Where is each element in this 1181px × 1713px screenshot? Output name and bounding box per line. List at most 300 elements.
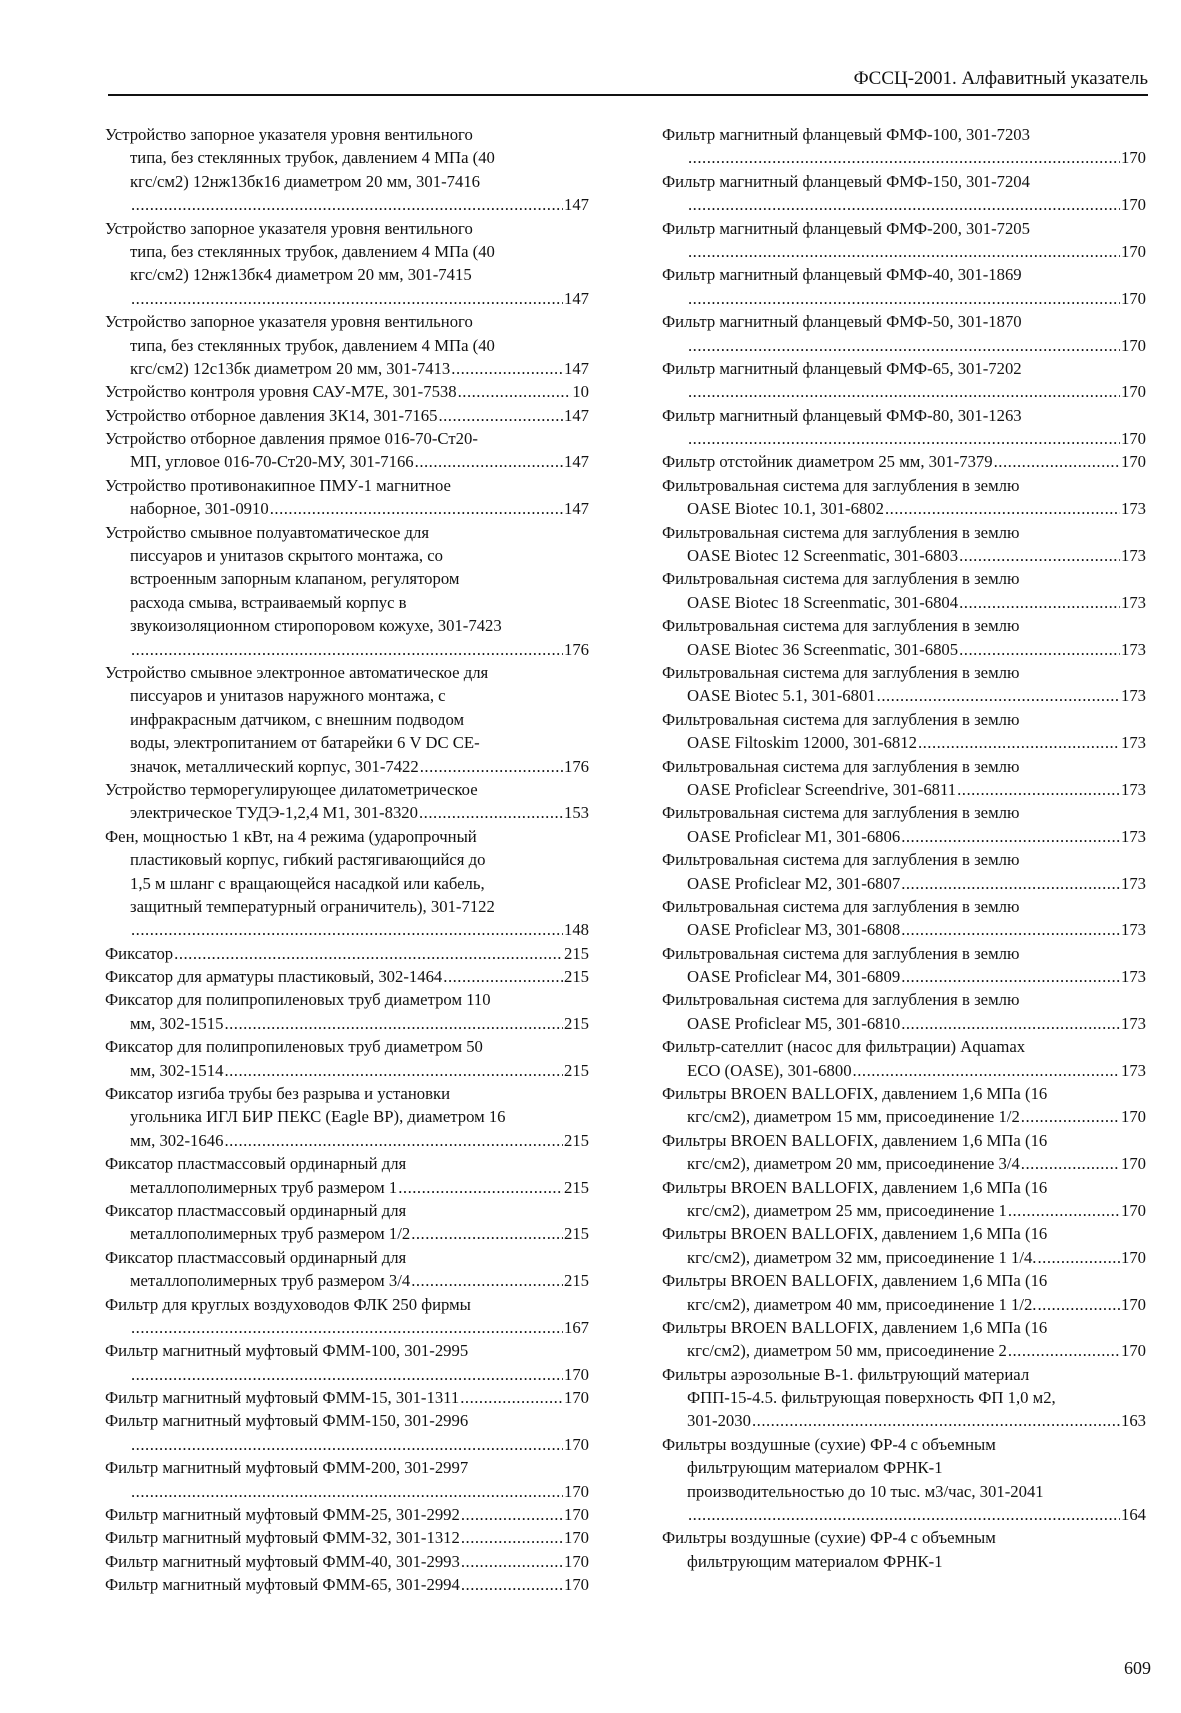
entry-text: Фильтр магнитный муфтовый ФММ-100, 301-2995 [105,1341,469,1361]
index-entry [662,404,1146,451]
index-entry-line [105,146,589,169]
entry-page-number: 153 [563,803,589,823]
index-entry-line [662,521,1146,544]
index-entry-line [105,1035,589,1058]
index-entry [662,895,1146,942]
index-entry-line [662,1293,1146,1316]
index-entry [105,404,589,427]
entry-text: Фильтровальная система для заглубления в землю [662,569,1020,589]
index-entry-line [662,1503,1146,1526]
index-entry-line [662,1246,1146,1269]
entry-text: Фильтровальная система для заглубления в землю [662,990,1020,1010]
dot-leader [1008,1339,1120,1362]
index-entry [662,661,1146,708]
index-entry [662,474,1146,521]
entry-page-number: 148 [563,920,589,940]
index-entry [662,1176,1146,1223]
dot-leader [994,450,1120,473]
index-entry-line [105,1246,589,1269]
index-entry-line [662,1176,1146,1199]
index-entry [662,1129,1146,1176]
entry-text: воды, электропитанием от батарейки 6 V DC CE- [130,733,480,753]
index-entry-line [105,217,589,240]
index-entry [105,965,589,988]
index-entry-line [105,1012,589,1035]
index-entry-line [662,287,1146,310]
entry-page-number: 215 [563,1224,589,1244]
index-entry-line [662,614,1146,637]
entry-text: кгс/см2), диаметром 32 мм, присоединение 1 1/4. [687,1247,1037,1267]
index-entry [105,1082,589,1152]
entry-text: кгс/см2) 12нж13бк4 диаметром 20 мм, 301-7415 [130,265,472,285]
index-entry-line [662,731,1146,754]
entry-page-number: 173 [1120,967,1146,987]
entry-text: Устройство запорное указателя уровня вентильного [105,218,473,238]
entry-page-number: 170 [1120,1341,1146,1361]
index-entry-line [105,1433,589,1456]
index-entry-line [662,895,1146,918]
dot-leader [688,287,1120,310]
index-entry [662,310,1146,357]
entry-text: Фиксатор для полипропиленовых труб диаметром 50 [105,1037,483,1057]
index-entry-line [105,404,589,427]
index-entry-line [662,778,1146,801]
entry-text: OASE Proficlear M3, 301-6808 [687,920,901,940]
dot-leader [415,450,563,473]
dot-leader [131,1316,563,1339]
entry-page-number: 173 [1120,779,1146,799]
entry-text: значок, металлический корпус, 301-7422 [130,756,419,776]
index-entry [105,1199,589,1246]
index-entry-line [105,1550,589,1573]
entry-page-number: 170 [1120,1200,1146,1220]
index-entry [105,942,589,965]
index-entry [105,123,589,217]
index-entry-line [105,497,589,520]
index-column-right [662,123,1146,1573]
entry-text: OASE Proficlear M4, 301-6809 [687,967,901,987]
entry-text: Фильтр-сателлит (насос для фильтрации) Aquamax [662,1037,1026,1057]
dot-leader [688,193,1120,216]
entry-page-number: 170 [1120,288,1146,308]
index-entry-line [662,1480,1146,1503]
dot-leader [959,544,1120,567]
dot-leader [885,497,1120,520]
index-entry-line [662,567,1146,590]
entry-page-number: 173 [1120,733,1146,753]
entry-text: Фильтр магнитный муфтовый ФММ-65, 301-2994 [105,1575,460,1595]
index-entry-line [662,1363,1146,1386]
index-entry-line [105,1176,589,1199]
dot-leader [131,1363,563,1386]
entry-text: Фен, мощностью 1 кВт, на 4 режима (ударопрочный [105,826,477,846]
dot-leader [411,1269,563,1292]
entry-text: кгс/см2), диаметром 20 мм, присоединение 3/4 [687,1154,1020,1174]
dot-leader [901,918,1120,941]
entry-text: звукоизоляционном стиропоровом кожухе, 301-7423 [130,616,502,636]
entry-page-number: 170 [1120,241,1146,261]
index-entry-line [662,1269,1146,1292]
index-entry-line [105,193,589,216]
index-entry [662,942,1146,989]
index-entry [662,263,1146,310]
entry-page-number: 10 [572,382,589,402]
index-entry [105,1409,589,1456]
index-entry-line [105,1129,589,1152]
dot-leader [901,1012,1120,1035]
index-entry-line [105,848,589,871]
entry-text: OASE Filtoskim 12000, 301-6812 [687,733,917,753]
index-entry-line [105,638,589,661]
index-entry [105,1035,589,1082]
entry-text: писсуаров и унитазов наружного монтажа, с [130,686,446,706]
index-entry [105,661,589,778]
entry-text: 301-2030 [687,1411,751,1431]
entry-text: типа, без стеклянных трубок, давлением 4 МПа (40 [130,335,495,355]
entry-text: Фильтровальная система для заглубления в землю [662,522,1020,542]
index-entry-line [105,708,589,731]
entry-page-number: 170 [563,1481,589,1501]
page-number: 609 [1124,1658,1151,1678]
entry-page-number: 147 [563,195,589,215]
index-entry [662,1222,1146,1269]
index-entry [662,450,1146,473]
entry-text: Фильтровальная система для заглубления в землю [662,896,1020,916]
entry-text: Фильтр магнитный муфтовый ФММ-25, 301-2992 [105,1505,460,1525]
index-entry-line [105,1269,589,1292]
index-entry-line [662,170,1146,193]
index-entry-line [105,731,589,754]
dot-leader [461,1526,563,1549]
dot-leader [224,1059,563,1082]
dot-leader [411,1222,563,1245]
entry-page-number: 173 [1120,1013,1146,1033]
entry-page-number: 170 [563,1528,589,1548]
index-entry-line [662,1105,1146,1128]
entry-text: металлополимерных труб размером 3/4 [130,1271,411,1291]
index-entry [662,988,1146,1035]
index-entry-line [105,544,589,567]
entry-page-number: 170 [563,1434,589,1454]
index-entry [105,1456,589,1503]
index-entry-line [105,263,589,286]
entry-page-number: 170 [1120,382,1146,402]
entry-text: Фильтр магнитный муфтовый ФММ-40, 301-2993 [105,1551,460,1571]
index-entry [662,755,1146,802]
entry-text: Устройство терморегулирующее дилатометрическое [105,779,478,799]
index-entry-line [662,404,1146,427]
dot-leader [918,731,1120,754]
index-entry-line [105,1082,589,1105]
entry-text: Фильтровальная система для заглубления в землю [662,943,1020,963]
index-entry-line [105,357,589,380]
entry-text: электрическое ТУДЭ-1,2,4 М1, 301-8320 [130,803,418,823]
dot-leader [901,825,1120,848]
entry-page-number: 215 [563,943,589,963]
dot-leader [131,193,563,216]
entry-page-number: 173 [1120,592,1146,612]
dot-leader [957,778,1120,801]
index-entry-line [662,450,1146,473]
entry-text: Устройство запорное указателя уровня вентильного [105,125,473,144]
entry-page-number: 215 [563,967,589,987]
index-entry [662,521,1146,568]
dot-leader [451,357,563,380]
entry-page-number: 167 [563,1317,589,1337]
entry-page-number: 147 [563,499,589,519]
running-header [108,66,1148,96]
entry-text: Фиксатор изгиба трубы без разрыва и установки [105,1084,451,1104]
index-column-left [105,123,589,1597]
index-entry-line [662,217,1146,240]
dot-leader [131,918,563,941]
index-entry [662,801,1146,848]
entry-text: Фильтровальная система для заглубления в землю [662,850,1020,870]
index-entry [662,567,1146,614]
entry-text: Фиксатор пластмассовый ординарный для [105,1154,407,1174]
entry-text: Фильтр магнитный фланцевый ФМФ-80, 301-1263 [662,405,1022,425]
index-entry-line [662,263,1146,286]
entry-page-number: 170 [563,1575,589,1595]
entry-text: Фиксатор пластмассовый ординарный для [105,1200,407,1220]
entry-text: OASE Biotec 36 Screenmatic, 301-6805 [687,639,959,659]
entry-text: OASE Biotec 18 Screenmatic, 301-6804 [687,592,959,612]
entry-page-number: 215 [563,1060,589,1080]
index-entry-line [105,1059,589,1082]
entry-page-number: 147 [563,452,589,472]
index-entry-line [105,1222,589,1245]
entry-text: фильтрующим материалом ФРНК-1 [687,1458,943,1478]
entry-text: OASE Proficlear M2, 301-6807 [687,873,901,893]
entry-page-number: 170 [1120,1247,1146,1267]
entry-text: OASE Biotec 5.1, 301-6801 [687,686,876,706]
entry-page-number: 173 [1120,686,1146,706]
entry-page-number: 170 [563,1551,589,1571]
dot-leader [688,146,1120,169]
index-entry-line [662,240,1146,263]
entry-text: писсуаров и унитазов скрытого монтажа, со [130,546,444,566]
index-entry-line [105,1573,589,1596]
index-entry-line [662,427,1146,450]
entry-text: Фильтр магнитный фланцевый ФМФ-200, 301-7205 [662,218,1030,238]
entry-text: Фильтры BROEN BALLOFIX, давлением 1,6 МПа (16 [662,1084,1048,1104]
index-entry [662,357,1146,404]
entry-text: Фильтр магнитный муфтовый ФММ-150, 301-2996 [105,1411,469,1431]
entry-text: пластиковый корпус, гибкий растягивающийся до [130,850,486,870]
index-entry [662,1316,1146,1363]
index-entry-line [105,567,589,590]
entry-text: Фильтр магнитный муфтовый ФММ-200, 301-2997 [105,1458,469,1478]
entry-text: Устройство запорное указателя уровня вентильного [105,312,473,332]
entry-page-number: 147 [563,288,589,308]
dot-leader [131,1433,563,1456]
entry-text: OASE Proficlear M1, 301-6806 [687,826,901,846]
index-entry-line [662,1035,1146,1058]
entry-text: угольника ИГЛ БИР ПЕКС (Eagle BP), диаметром 16 [130,1107,506,1127]
entry-text: мм, 302-1514 [130,1060,224,1080]
index-entry-line [105,1409,589,1432]
entry-text: Фильтры BROEN BALLOFIX, давлением 1,6 МПа (16 [662,1271,1048,1291]
index-entry-line [662,684,1146,707]
dot-leader [460,1386,563,1409]
entry-page-number: 147 [563,358,589,378]
index-entry-line [105,988,589,1011]
index-entry-line [105,591,589,614]
index-entry [105,217,589,311]
index-entry [662,848,1146,895]
dot-leader [752,1409,1120,1432]
index-entry [662,170,1146,217]
entry-page-number: 176 [563,756,589,776]
entry-page-number: 173 [1120,920,1146,940]
entry-page-number: 170 [1120,1107,1146,1127]
entry-text: ФПП-15-4.5. фильтрующая поверхность ФП 1,0 м2, [687,1388,1056,1408]
entry-text: кгс/см2), диаметром 50 мм, присоединение 2 [687,1341,1007,1361]
index-entry-line [105,1363,589,1386]
index-entry-line [105,521,589,544]
entry-text: Устройство смывное полуавтоматическое для [105,522,430,542]
dot-leader [461,1573,563,1596]
index-entry-line [662,708,1146,731]
index-entry [105,778,589,825]
dot-leader [959,638,1120,661]
entry-text: Фильтры аэрозольные В-1. фильтрующий материал [662,1364,1030,1384]
index-entry-line [662,1199,1146,1222]
header-title: ФССЦ-2001. Алфавитный указатель [853,68,1148,89]
index-entry-line [105,427,589,450]
index-entry-line [662,544,1146,567]
index-entry [105,1503,589,1526]
dot-leader [131,638,563,661]
entry-text: Фиксатор пластмассовый ординарный для [105,1247,407,1267]
entry-page-number: 173 [1120,873,1146,893]
dot-leader [877,684,1120,707]
entry-page-number: 215 [563,1130,589,1150]
entry-text: Фильтровальная система для заглубления в землю [662,475,1020,495]
index-entry-line [662,1409,1146,1432]
entry-text: Устройство смывное электронное автоматическое для [105,662,489,682]
index-entry [105,1550,589,1573]
index-entry-line [105,684,589,707]
entry-page-number: 170 [1120,195,1146,215]
index-entry-line [105,918,589,941]
index-entry-line [105,755,589,778]
entry-text: Фильтровальная система для заглубления в землю [662,756,1020,776]
dot-leader [688,334,1120,357]
index-entry-line [662,1456,1146,1479]
index-entry [662,1082,1146,1129]
index-entry-line [105,965,589,988]
entry-text: защитный температурный ограничитель), 301-7122 [130,896,495,916]
entry-text: кгс/см2), диаметром 15 мм, присоединение 1/2 [687,1107,1020,1127]
index-entry [662,1433,1146,1527]
entry-text: расхода смыва, встраиваемый корпус в [130,592,407,612]
index-entry [105,988,589,1035]
dot-leader [688,427,1120,450]
dot-leader [131,287,563,310]
index-entry-line [105,942,589,965]
index-entry-line [105,614,589,637]
index-entry [105,1246,589,1293]
entry-text: кгс/см2) 12нж13бк16 диаметром 20 мм, 301-7416 [130,171,481,191]
entry-text: 1,5 м шланг с вращающейся насадкой или кабель, [130,873,485,893]
index-entry-line [105,380,589,403]
entry-text: Фильтр магнитный муфтовый ФММ-32, 301-1312 [105,1528,460,1548]
dot-leader [461,1503,563,1526]
index-entry-line [105,778,589,801]
index-entry [105,1293,589,1340]
index-entry-line [105,1152,589,1175]
index-entry-line [105,1293,589,1316]
index-entry-line [662,918,1146,941]
index-entry [662,217,1146,264]
index-entry-line [662,801,1146,824]
entry-text: Фильтровальная система для заглубления в землю [662,662,1020,682]
entry-text: Фильтр магнитный муфтовый ФММ-15, 301-1311 [105,1388,460,1408]
index-entry-line [105,123,589,146]
entry-text: кгс/см2), диаметром 25 мм, присоединение 1 [687,1200,1007,1220]
dot-leader [443,965,563,988]
index-entry-line [105,240,589,263]
entry-text: МП, угловое 016-70-Ст20-МУ, 301-7166 [130,452,414,472]
index-entry-line [662,1129,1146,1152]
index-entry [105,380,589,403]
entry-page-number: 173 [1120,639,1146,659]
dot-leader [959,591,1120,614]
dot-leader [419,801,563,824]
dot-leader [901,872,1120,895]
entry-text: Устройство контроля уровня САУ-М7Е, 301-7538 [105,382,457,402]
dot-leader [901,965,1120,988]
entry-text: мм, 302-1646 [130,1130,224,1150]
index-entry-line [662,1339,1146,1362]
index-entry [662,1526,1146,1573]
entry-text: Фильтр магнитный фланцевый ФМФ-65, 301-7202 [662,358,1022,378]
index-entry [105,1386,589,1409]
entry-text: типа, без стеклянных трубок, давлением 4 МПа (40 [130,148,495,168]
entry-text: фильтрующим материалом ФРНК-1 [687,1551,943,1571]
entry-page-number: 173 [1120,499,1146,519]
index-entry-line [662,755,1146,778]
index-entry-line [105,825,589,848]
index-entry-line [662,357,1146,380]
entry-text: Фильтр для круглых воздуховодов ФЛК 250 фирмы [105,1294,471,1314]
entry-page-number: 215 [563,1271,589,1291]
index-entry [662,123,1146,170]
entry-text: OASE Biotec 10.1, 301-6802 [687,499,884,519]
index-entry-line [662,1550,1146,1573]
entry-page-number: 147 [563,405,589,425]
entry-text: Фильтровальная система для заглубления в землю [662,616,1020,636]
index-entry-line [105,1480,589,1503]
dot-leader [688,380,1120,403]
index-entry [662,708,1146,755]
entry-page-number: 170 [1120,335,1146,355]
index-entry-line [105,1456,589,1479]
entry-text: OASE Biotec 12 Screenmatic, 301-6803 [687,546,959,566]
entry-text: Устройство отборное давления прямое 016-70-Ст20- [105,429,478,449]
index-entry [105,474,589,521]
index-entry-line [662,965,1146,988]
entry-page-number: 164 [1120,1505,1146,1525]
dot-leader [1037,1293,1119,1316]
entry-text: металлополимерных труб размером 1 [130,1177,398,1197]
dot-leader [461,1550,563,1573]
entry-page-number: 215 [563,1013,589,1033]
dot-leader [1008,1199,1120,1222]
index-entry-line [105,287,589,310]
index-entry-line [662,1433,1146,1456]
